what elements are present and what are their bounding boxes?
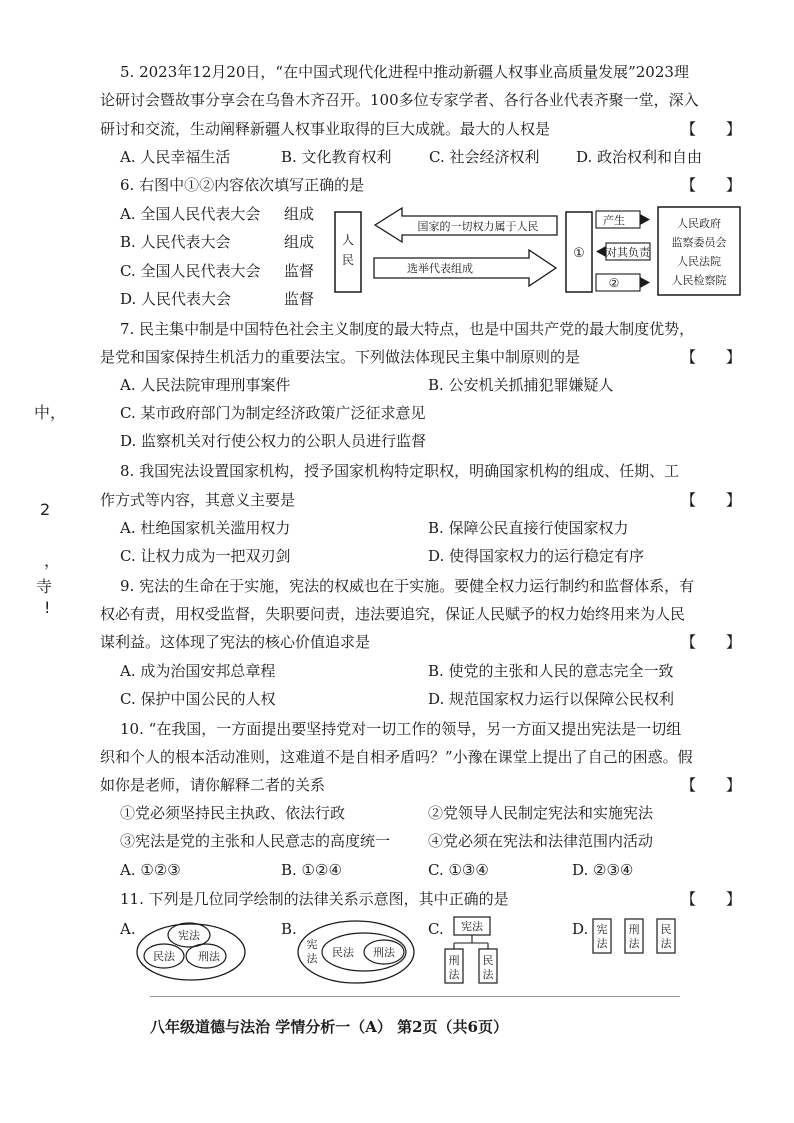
q7-line-1: 7. 民主集中制是中国特色社会主义制度的最大特点，也是中国共产党的最大制度优势， [120,320,695,338]
q6-answer-bracket[interactable]: 【 】 [681,176,742,194]
blank-2-arrowhead [640,277,650,288]
c-constitution-label: 宪法 [461,920,483,933]
q7-option-a: A. 人民法院审理刑事案件 [120,376,291,394]
q6-option-d: D. 人民代表大会 [120,290,232,308]
organ-1: 人民政府 [677,217,721,230]
q11-label-c: C. [428,920,444,938]
margin-mark-5: ! [44,598,51,617]
b-civil-label: 民法 [332,946,354,959]
q10-statement-2: ②党领导人民制定宪法和实施宪法 [428,804,654,822]
a-criminal-label: 刑法 [198,950,220,963]
people-char-1: 人 [341,233,355,247]
q11-answer-bracket[interactable]: 【 】 [681,890,742,908]
q6-option-d-fill: 监督 [284,290,315,308]
q10-line-2: 织和个人的根本活动准则，这难道不是自相矛盾吗？”小豫在课堂上提出了自己的困惑。假 [100,748,693,766]
q9-option-c: C. 保护中国公民的人权 [120,690,276,708]
q10-line-3: 如你是老师，请你解释二者的关系 [100,776,326,794]
blank-1-label: ① [573,246,585,261]
q6-option-c-fill: 监督 [284,262,315,280]
q6-power-diagram [330,200,750,304]
organ-2: 监察委员会 [671,236,727,249]
responsible-label: 对其负责 [606,246,650,259]
margin-mark-3: ， [44,551,61,570]
q5-option-a: A. 人民幸福生活 [120,148,231,166]
d-civil-char-1: 民 [660,923,672,936]
q10-option-c: C. ①③④ [428,861,489,879]
produce-arrowhead [640,214,650,225]
q8-option-c: C. 让权力成为一把双刃剑 [120,547,291,565]
d-civil-char-2: 法 [660,937,672,950]
q9-answer-bracket[interactable]: 【 】 [681,633,742,651]
q8-line-1: 8. 我国宪法设置国家机构，授予国家机构特定职权，明确国家机构的组成、任期、工 [120,462,680,480]
q6-line-1: 6. 右图中①②内容依次填写正确的是 [120,176,365,194]
q7-line-2: 是党和国家保持生机活力的重要法宝。下列做法体现民主集中制原则的是 [100,348,581,366]
q6-option-c: C. 全国人民代表大会 [120,262,261,280]
c-civil-char-1: 民 [482,954,494,967]
q5-option-b: B. 文化教育权利 [281,148,392,166]
q5-line-2: 论研讨会暨故事分享会在乌鲁木齐召开。100多位专家学者、各行各业代表齐聚一堂，深入 [100,91,699,109]
q7-answer-bracket[interactable]: 【 】 [681,348,742,366]
q11-line-1: 11. 下列是几位同学绘制的法律关系示意图，其中正确的是 [120,890,509,908]
q8-option-d: D. 使得国家权力的运行稳定有序 [428,547,645,565]
margin-mark-4: 寺 [36,577,53,596]
arrow-bottom-label: 选举代表组成 [407,262,473,275]
q9-option-a: A. 成为治国安邦总章程 [120,662,276,680]
people-char-2: 民 [341,253,355,267]
q10-option-b: B. ①②④ [281,861,342,879]
q10-line-1: 10. “在我国，一方面提出要坚持党对一切工作的领导，另一方面又提出宪法是一切组 [120,720,682,738]
q11-diagram-d [590,916,682,956]
a-constitution-label: 宪法 [178,929,200,942]
q6-option-a-fill: 组成 [284,205,315,223]
q11-diagram-b [296,918,416,986]
blank-2-label: ② [608,276,620,290]
q11-diagram-a [134,918,248,982]
produce-label: 产生 [603,214,625,227]
arrow-top-label: 国家的一切权力属于人民 [417,220,539,233]
people-box [335,212,361,292]
b-constitution-char-1: 宪 [306,938,318,951]
q8-answer-bracket[interactable]: 【 】 [681,491,742,509]
q11-diagram-c [440,914,510,988]
q9-line-2: 权必有责，用权受监督，失职要问责，违法要追究，保证人民赋予的权力始终用来为人民 [100,605,686,623]
q10-option-a: A. ①②③ [120,861,181,879]
q5-option-c: C. 社会经济权利 [429,148,540,166]
d-constitution-char-1: 宪 [596,923,608,936]
responsible-arrowhead [596,246,606,257]
q10-answer-bracket[interactable]: 【 】 [681,776,742,794]
q9-line-3: 谋利益。这体现了宪法的核心价值追求是 [100,633,371,651]
q5-line-1: 5. 2023年12月20日，“在中国式现代化进程中推动新疆人权事业高质量发展”2023理 [120,63,689,81]
q9-option-b: B. 使党的主张和人民的意志完全一致 [428,662,674,680]
q8-option-b: B. 保障公民直接行使国家权力 [428,519,629,537]
d-criminal-char-1: 刑 [628,923,640,936]
q7-option-d: D. 监察机关对行使公权力的公职人员进行监督 [120,432,427,450]
q7-option-b: B. 公安机关抓捕犯罪嫌疑人 [428,376,614,394]
c-criminal-char-2: 法 [448,968,460,981]
page-footer: 八年级道德与法治 学情分析一（A） 第2页（共6页） [150,1018,508,1036]
q11-label-d: D. [572,920,589,938]
q5-line-3: 研讨和交流，生动阐释新疆人权事业取得的巨大成就。最大的人权是 [100,120,551,138]
q6-option-b-fill: 组成 [284,233,315,251]
margin-mark-2: 2 [40,500,51,519]
q10-statement-1: ①党必须坚持民主执政、依法行政 [120,804,346,822]
q5-answer-bracket[interactable]: 【 】 [681,120,742,138]
q6-option-a: A. 全国人民代表大会 [120,205,261,223]
footer-divider [150,996,680,997]
d-constitution-char-2: 法 [596,937,608,950]
a-civil-label: 民法 [153,950,175,963]
q10-option-d: D. ②③④ [572,861,634,879]
b-criminal-label: 刑法 [373,946,395,959]
q8-option-a: A. 杜绝国家机关滥用权力 [120,519,291,537]
q5-option-d: D. 政治权利和自由 [576,148,703,166]
q9-option-d: D. 规范国家权力运行以保障公民权利 [428,690,675,708]
organ-4: 人民检察院 [671,274,727,287]
c-criminal-char-1: 刑 [448,954,460,967]
q10-statement-4: ④党必须在宪法和法律范围内活动 [428,832,654,850]
organ-3: 人民法院 [677,255,721,268]
q6-option-b: B. 人民代表大会 [120,233,231,251]
q11-label-a: A. [120,920,136,938]
q8-line-2: 作方式等内容，其意义主要是 [100,491,296,509]
margin-mark-1: 中， [34,403,67,422]
q7-option-c: C. 某市政府部门为制定经济政策广泛征求意见 [120,404,426,422]
q9-line-1: 9. 宪法的生命在于实施，宪法的权威也在于实施。要健全权力运行制约和监督体系，有 [120,577,695,595]
d-criminal-char-2: 法 [628,937,640,950]
c-civil-char-2: 法 [482,968,494,981]
q10-statement-3: ③宪法是党的主张和人民意志的高度统一 [120,832,391,850]
b-constitution-char-2: 法 [306,952,318,965]
q11-label-b: B. [281,920,297,938]
